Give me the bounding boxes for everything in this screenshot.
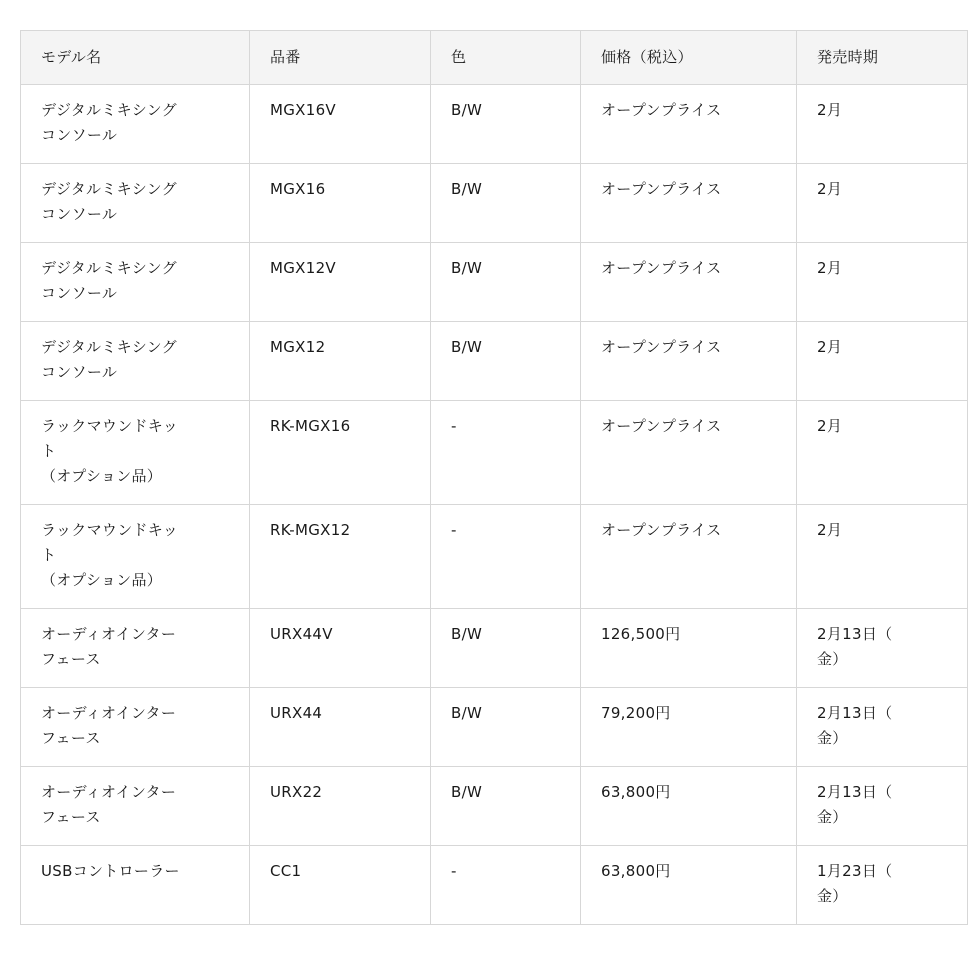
cell-price: 63,800円	[581, 846, 797, 925]
cell-color: B/W	[431, 322, 581, 401]
table-header-row	[21, 31, 968, 85]
cell-price: 126,500円	[581, 609, 797, 688]
release-date-line: 2月	[817, 521, 843, 539]
table-row	[21, 505, 968, 609]
cell-release-date	[797, 767, 968, 846]
model-name-line: フェース	[41, 808, 101, 826]
product-table	[20, 30, 968, 925]
release-date-line: 2月	[817, 180, 843, 198]
cell-price: オープンプライス	[581, 164, 797, 243]
header-price: 価格（税込）	[581, 31, 797, 85]
table-row	[21, 401, 968, 505]
model-name-line: フェース	[41, 650, 101, 668]
model-name-line: （オプション品）	[41, 467, 163, 485]
cell-part-number: RK-MGX16	[250, 401, 431, 505]
header-model-name: モデル名	[21, 31, 250, 85]
cell-model-name	[21, 164, 250, 243]
cell-color: B/W	[431, 609, 581, 688]
cell-color: B/W	[431, 688, 581, 767]
model-name-line: ト	[41, 546, 57, 564]
cell-release-date	[797, 85, 968, 164]
cell-part-number: RK-MGX12	[250, 505, 431, 609]
cell-release-date	[797, 401, 968, 505]
cell-color: -	[431, 846, 581, 925]
table-row	[21, 243, 968, 322]
release-date-line: 金）	[817, 650, 848, 668]
release-date-line: 2月	[817, 338, 843, 356]
cell-part-number: URX44	[250, 688, 431, 767]
cell-part-number: MGX12	[250, 322, 431, 401]
cell-price: オープンプライス	[581, 322, 797, 401]
release-date-line: 金）	[817, 808, 848, 826]
model-name-line: オーディオインター	[41, 783, 177, 801]
cell-model-name	[21, 609, 250, 688]
product-table-container	[20, 30, 893, 925]
model-name-line: ラックマウンドキッ	[41, 521, 179, 539]
model-name-line: フェース	[41, 729, 101, 747]
cell-color: B/W	[431, 767, 581, 846]
model-name-line: デジタルミキシング	[41, 259, 177, 277]
cell-part-number: URX22	[250, 767, 431, 846]
cell-model-name	[21, 846, 250, 925]
header-release-date: 発売時期	[797, 31, 968, 85]
cell-color: -	[431, 505, 581, 609]
cell-part-number: MGX16V	[250, 85, 431, 164]
cell-release-date	[797, 164, 968, 243]
model-name-line: デジタルミキシング	[41, 101, 177, 119]
table-row	[21, 609, 968, 688]
model-name-line: コンソール	[41, 126, 118, 144]
cell-model-name	[21, 401, 250, 505]
model-name-line: コンソール	[41, 205, 118, 223]
cell-part-number: CC1	[250, 846, 431, 925]
release-date-line: 1月23日（	[817, 862, 893, 880]
model-name-line: ト	[41, 442, 57, 460]
cell-color: B/W	[431, 164, 581, 243]
release-date-line: 金）	[817, 887, 848, 905]
cell-release-date	[797, 243, 968, 322]
cell-model-name	[21, 243, 250, 322]
cell-price: オープンプライス	[581, 401, 797, 505]
cell-model-name	[21, 505, 250, 609]
model-name-line: デジタルミキシング	[41, 338, 177, 356]
cell-model-name	[21, 322, 250, 401]
cell-model-name	[21, 767, 250, 846]
release-date-line: 2月	[817, 101, 843, 119]
cell-release-date	[797, 505, 968, 609]
cell-part-number: MGX16	[250, 164, 431, 243]
cell-price: オープンプライス	[581, 85, 797, 164]
cell-model-name	[21, 688, 250, 767]
release-date-line: 2月	[817, 259, 843, 277]
release-date-line: 金）	[817, 729, 848, 747]
cell-release-date	[797, 322, 968, 401]
cell-price: 63,800円	[581, 767, 797, 846]
header-color: 色	[431, 31, 581, 85]
release-date-line: 2月13日（	[817, 783, 893, 801]
table-row	[21, 85, 968, 164]
cell-model-name	[21, 85, 250, 164]
model-name-line: コンソール	[41, 363, 118, 381]
release-date-line: 2月	[817, 417, 843, 435]
model-name-line: オーディオインター	[41, 704, 177, 722]
cell-color: B/W	[431, 243, 581, 322]
release-date-line: 2月13日（	[817, 625, 893, 643]
cell-color: B/W	[431, 85, 581, 164]
cell-part-number: MGX12V	[250, 243, 431, 322]
cell-color: -	[431, 401, 581, 505]
cell-part-number: URX44V	[250, 609, 431, 688]
model-name-line: （オプション品）	[41, 571, 163, 589]
model-name-line: USBコントローラー	[41, 862, 180, 880]
cell-release-date	[797, 609, 968, 688]
model-name-line: デジタルミキシング	[41, 180, 177, 198]
cell-price: オープンプライス	[581, 505, 797, 609]
model-name-line: オーディオインター	[41, 625, 177, 643]
table-row	[21, 767, 968, 846]
cell-release-date	[797, 846, 968, 925]
cell-release-date	[797, 688, 968, 767]
cell-price: オープンプライス	[581, 243, 797, 322]
cell-price: 79,200円	[581, 688, 797, 767]
release-date-line: 2月13日（	[817, 704, 893, 722]
table-body	[21, 85, 968, 925]
model-name-line: ラックマウンドキッ	[41, 417, 179, 435]
header-part-number: 品番	[250, 31, 431, 85]
table-row	[21, 688, 968, 767]
model-name-line: コンソール	[41, 284, 118, 302]
table-row	[21, 164, 968, 243]
table-row	[21, 846, 968, 925]
table-row	[21, 322, 968, 401]
